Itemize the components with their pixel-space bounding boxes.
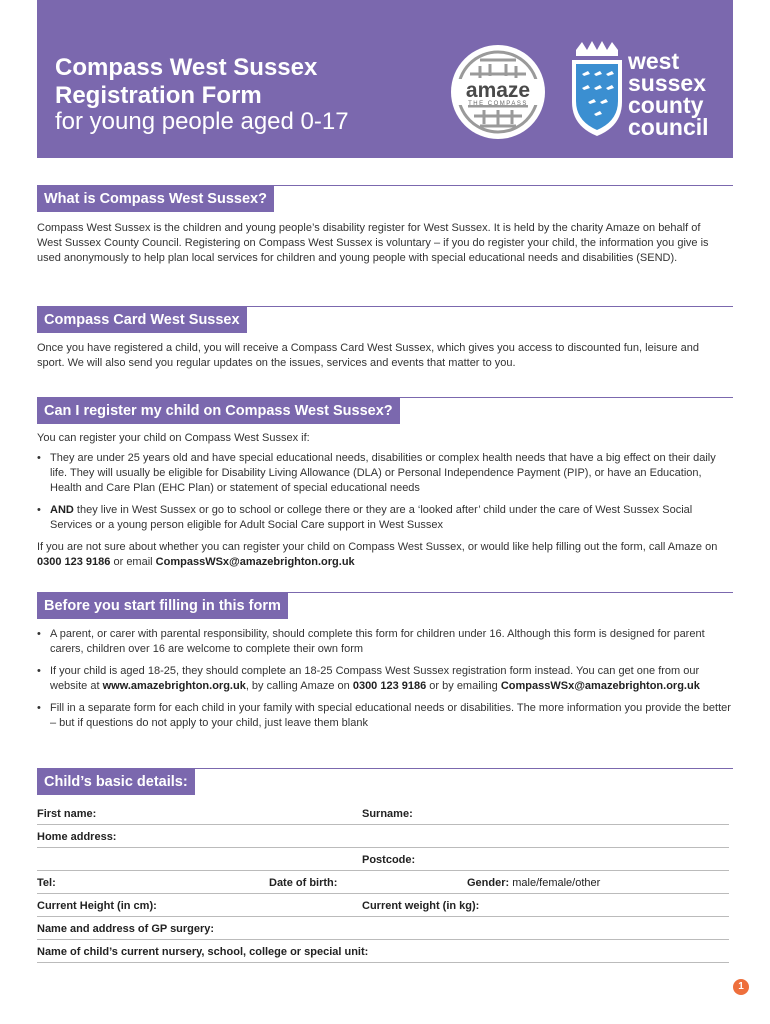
before-list — [37, 627, 731, 738]
gender-label: Gender: — [467, 877, 510, 889]
council-logo-line: west — [628, 48, 680, 74]
email-link[interactable]: CompassWSx@amazebrighton.org.uk — [155, 556, 355, 568]
weight-field[interactable]: Current weight (in kg): — [362, 900, 480, 912]
list-item-text: or by emailing — [426, 680, 501, 692]
height-field[interactable]: Current Height (in cm): — [37, 900, 157, 912]
amaze-logo-text: amaze — [465, 79, 531, 102]
list-item-text: , by calling Amaze on — [245, 680, 353, 692]
amaze-logo — [450, 44, 546, 140]
divider — [37, 870, 729, 871]
section-heading: Child’s basic details: — [37, 769, 195, 795]
council-logo-line: council — [628, 114, 709, 140]
postcode-field[interactable]: Postcode: — [362, 854, 416, 866]
phone-number[interactable]: 0300 123 9186 — [37, 556, 111, 568]
divider — [37, 847, 729, 848]
page-subtitle: for young people aged 0-17 — [55, 108, 349, 135]
phone-number[interactable]: 0300 123 9186 — [352, 680, 427, 692]
home-address-field[interactable]: Home address: — [37, 831, 117, 843]
school-field[interactable]: Name of child’s current nursery, school, college or special unit: — [37, 946, 369, 958]
email-link[interactable]: CompassWSx@amazebrighton.org.uk — [500, 680, 700, 692]
page-title-line2: Registration Form — [55, 82, 262, 109]
divider — [37, 939, 729, 940]
list-item: • A parent, or carer with parental responsibility, should complete this form for children under 16. Although this form is designed for parent carers, children over 16 are welcome to complete their own form — [37, 627, 731, 657]
card-paragraph: Once you have registered a child, you will receive a Compass Card West Sussex, which gives you access to discounted fun, leisure and sport. We will also send you regular updates on the issues, services and events that matter to you. — [37, 342, 699, 369]
council-logo-text — [628, 50, 709, 138]
section-heading: Compass Card West Sussex — [37, 307, 247, 333]
section-what-is — [37, 185, 733, 213]
surname-field[interactable]: Surname: — [362, 808, 413, 820]
section-heading: Before you start filling in this form — [37, 593, 288, 619]
gender-field[interactable] — [467, 877, 600, 889]
gp-surgery-field[interactable]: Name and address of GP surgery: — [37, 923, 215, 935]
page-title-line1: Compass West Sussex — [55, 54, 318, 81]
section-can-register — [37, 397, 733, 425]
section-details — [37, 768, 733, 796]
tel-field[interactable]: Tel: — [37, 877, 56, 889]
section-before — [37, 592, 733, 620]
section-card — [37, 306, 733, 334]
list-item — [37, 664, 731, 694]
divider — [37, 962, 729, 963]
header-banner — [37, 0, 733, 158]
divider — [37, 824, 729, 825]
council-crest-icon — [568, 40, 626, 138]
can-register-outro — [37, 540, 727, 570]
first-name-field[interactable]: First name: — [37, 808, 97, 820]
divider — [37, 893, 729, 894]
outro-text: or email — [110, 556, 156, 568]
and-emphasis: AND — [50, 504, 74, 516]
list-item: • Fill in a separate form for each child in your family with special educational needs or disabilities. The more information you provide the better – but if questions do not apply to your child, just leave them blank — [37, 701, 731, 731]
what-is-paragraph: Compass West Sussex is the children and young people’s disability register for West Sussex. It is held by the charity Amaze on behalf of West Sussex County Council. Registering on Compass West Sussex is voluntary – if you do register your child, the information you give is used anonymously to help plan local services for children and young people with special educational needs and disabilities (SEND). — [37, 222, 709, 264]
list-item-text: If your child is aged 18-25, they should complete an 18-25 Compass West Sussex registration form instead. You can get one from our website at — [50, 665, 700, 692]
website-link[interactable]: www.amazebrighton.org.uk — [102, 680, 246, 692]
amaze-logo-sub: THE COMPASS — [468, 101, 528, 107]
can-register-list — [37, 451, 731, 540]
page-number-badge: 1 — [733, 979, 749, 995]
gender-options: male/female/other — [509, 877, 601, 889]
can-register-intro: You can register your child on Compass West Sussex if: — [37, 432, 310, 444]
section-heading: Can I register my child on Compass West Sussex? — [37, 398, 400, 424]
divider — [37, 916, 729, 917]
date-of-birth-field[interactable]: Date of birth: — [269, 877, 338, 889]
list-item-text: they live in West Sussex or go to school or college there or they are a ‘looked after’ child under the care of West Sussex Social Services or a young person eligible for Adult Social Care support in West Sussex — [50, 504, 693, 531]
list-item — [37, 503, 731, 533]
outro-text: If you are not sure about whether you can register your child on Compass West Sussex, or would like help filling out the form, call Amaze on — [37, 541, 718, 553]
council-logo-line: sussex — [628, 70, 707, 96]
list-item: • They are under 25 years old and have special educational needs, disabilities or complex health needs that have a big effect on their daily life. They will usually be eligible for Disability Living Allowance (DLA) or Personal Independence Payment (PIP), or have an Education, Health and Care Plan (EHC Plan) or statement of special educational needs — [37, 451, 731, 496]
council-logo-line: county — [628, 92, 704, 118]
section-heading: What is Compass West Sussex? — [37, 186, 274, 212]
